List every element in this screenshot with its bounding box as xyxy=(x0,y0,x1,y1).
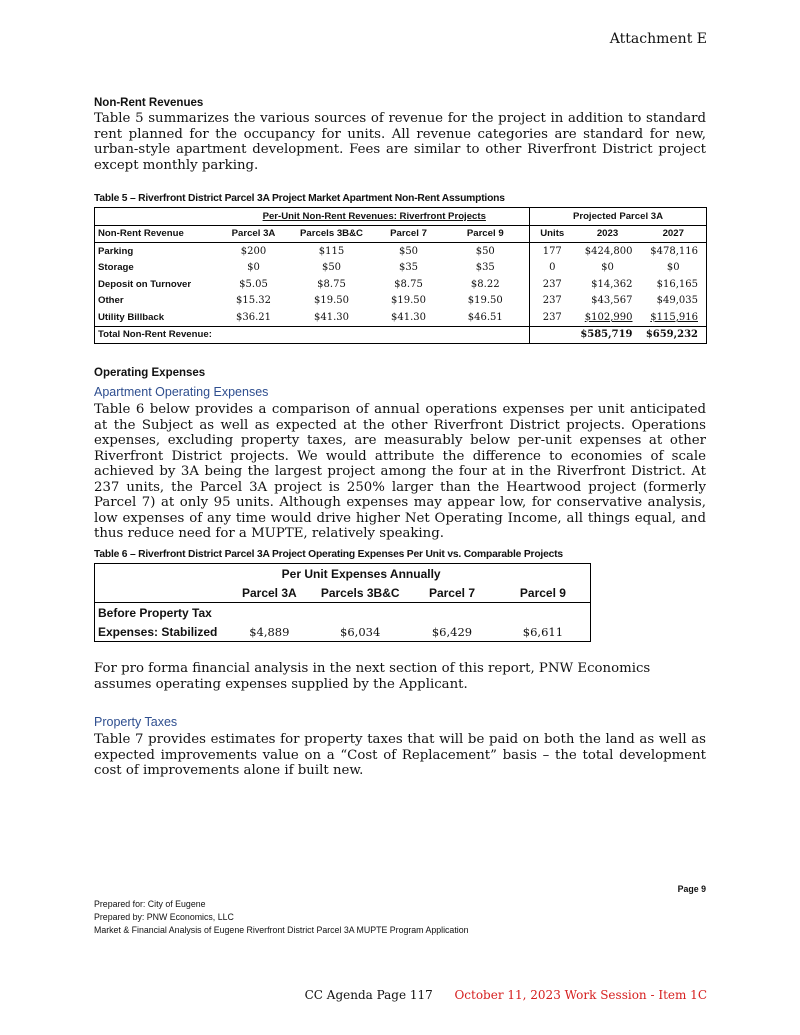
table6-group: Per Unit Expenses Annually xyxy=(281,566,441,581)
cell: $6,611 xyxy=(522,624,564,639)
cell: $50 xyxy=(442,243,530,260)
table-total-row xyxy=(95,326,707,344)
cell-value: $115,916 xyxy=(650,311,698,323)
proforma-paragraph: For pro forma financial analysis in the next section of this report, PNW Economics assumes operating expenses supplied by the Applicant. xyxy=(94,661,651,692)
cell: $49,035 xyxy=(656,295,698,307)
table5-col-header: 2027 xyxy=(641,225,707,243)
row-label: Other xyxy=(98,295,124,307)
cell: $35 xyxy=(475,262,495,274)
row-label: Parking xyxy=(95,243,220,260)
cell: $200 xyxy=(220,243,288,260)
taxes-paragraph: Table 7 provides estimates for property taxes that will be paid on both the land as well as expected improvements value on a “Cost of Replacement” basis – the total development cost of improvements alone if built new. xyxy=(94,732,706,778)
cell: 0 xyxy=(530,260,575,277)
cell: $0 xyxy=(666,262,680,274)
page-number: Page 9 xyxy=(677,884,706,894)
total-2027: $659,232 xyxy=(641,326,707,344)
opex-paragraph: Table 6 below provides a comparison of annual operations expenses per unit anticipated at the Subject as well as expected at the other Riverfront District projects. Operations expenses, excluding property taxes, are measurably below per-unit expenses at other Riverfront District projects. We would attribute the difference to economies of scale achieved by 3A being the largest project among the four at in the Riverfront District. At 237 units, the Parcel 3A project is 250% larger than the Heartwood project (formerly Parcel 7) at only 95 units. Although expenses may appear low, for conservative analysis, low expenses of any time would drive higher Net Operating Income, all things equal, and thus reduce need for a MUPTE, relatively speaking. xyxy=(94,402,706,541)
table6 xyxy=(94,563,591,642)
cell: $19.50 xyxy=(467,295,503,307)
cell: 237 xyxy=(530,293,575,310)
prepared-for: Prepared for: City of Eugene xyxy=(94,899,206,909)
cell: 237 xyxy=(530,309,575,326)
subheading-apartment-opex: Apartment Operating Expenses xyxy=(94,385,269,399)
cell: 177 xyxy=(530,243,575,260)
table5-col-header: Units xyxy=(530,225,575,243)
cell: $8.22 xyxy=(470,278,500,290)
cell: $19.50 xyxy=(391,295,426,307)
row-label: Utility Billback xyxy=(98,311,165,323)
cell: $8.75 xyxy=(394,278,423,290)
cell: $16,165 xyxy=(656,278,698,290)
cell: $41.30 xyxy=(391,311,426,323)
table5-col-header: Parcels 3B&C xyxy=(288,225,376,243)
cell xyxy=(575,309,641,326)
cell: $4,889 xyxy=(249,624,290,639)
table5-col-header: Parcel 3A xyxy=(220,225,288,243)
cell: $6,034 xyxy=(340,624,381,639)
agenda-page: CC Agenda Page 117 xyxy=(304,988,433,1002)
cell: 237 xyxy=(530,276,575,293)
table5-group-left: Per-Unit Non-Rent Revenues: Riverfront Projects xyxy=(262,210,486,222)
total-label: Total Non-Rent Revenue: xyxy=(95,326,530,344)
table5-col-header: Parcel 7 xyxy=(376,225,442,243)
table-row xyxy=(95,309,707,326)
row-label-line1: Before Property Tax xyxy=(95,603,227,623)
table-row xyxy=(95,293,707,310)
prepared-by: Prepared by: PNW Economics, LLC xyxy=(94,912,234,922)
table6-col-header: Parcel 3A xyxy=(241,585,297,600)
cell: $15.32 xyxy=(236,295,271,307)
row-label: Storage xyxy=(98,262,134,274)
table6-caption: Table 6 – Riverfront District Parcel 3A Project Operating Expenses Per Unit vs. Comparable Projects xyxy=(94,549,563,560)
cell: $19.50 xyxy=(314,295,349,307)
cell: $0 xyxy=(601,262,614,274)
section-heading-nonrent: Non-Rent Revenues xyxy=(94,97,204,109)
table6-col-header: Parcel 9 xyxy=(519,585,566,600)
table-row xyxy=(95,243,707,260)
cell xyxy=(641,309,707,326)
cell: $43,567 xyxy=(591,295,633,307)
cell: $8.75 xyxy=(317,278,346,290)
cell: $50 xyxy=(321,262,342,274)
cell: $478,116 xyxy=(641,243,707,260)
table5-col-header: 2023 xyxy=(575,225,641,243)
cell: $115 xyxy=(288,243,376,260)
agenda-footer xyxy=(305,988,707,1002)
table5 xyxy=(94,207,707,344)
attachment-label: Attachment E xyxy=(609,31,707,47)
cell: $5.05 xyxy=(239,278,268,290)
table6-col-header: Parcels 3B&C xyxy=(320,585,400,600)
table5-caption: Table 5 – Riverfront District Parcel 3A Project Market Apartment Non-Rent Assumptions xyxy=(94,193,505,204)
cell: $50 xyxy=(376,243,442,260)
table-row xyxy=(95,622,591,642)
total-2023: $585,719 xyxy=(575,326,641,344)
nonrent-paragraph: Table 5 summarizes the various sources of revenue for the project in addition to standard rent planned for the occupancy for units. All revenue categories are standard for new, urban-style apartment development. Fees are similar to other Riverfront District project except monthly parking. xyxy=(94,111,706,173)
table5-group-right: Projected Parcel 3A xyxy=(530,208,707,226)
table5-col-header: Parcel 9 xyxy=(442,225,530,243)
cell-value: $102,990 xyxy=(584,311,633,323)
section-heading-opex: Operating Expenses xyxy=(94,367,206,379)
cell: $14,362 xyxy=(591,278,633,290)
cell: $6,429 xyxy=(431,624,473,639)
table-row xyxy=(95,276,707,293)
cell: $35 xyxy=(398,262,419,274)
cell: $41.30 xyxy=(314,311,349,323)
report-title: Market & Financial Analysis of Eugene Riverfront District Parcel 3A MUPTE Program Application xyxy=(94,925,469,935)
row-label-line2: Expenses: Stabilized xyxy=(98,624,218,639)
cell: $36.21 xyxy=(236,311,271,323)
row-label: Deposit on Turnover xyxy=(98,278,192,290)
cell: $46.51 xyxy=(467,311,503,323)
cell: $424,800 xyxy=(575,243,641,260)
table5-col-label: Non-Rent Revenue xyxy=(95,225,220,243)
cell: $0 xyxy=(247,262,260,274)
table-row xyxy=(95,260,707,277)
session-label: October 11, 2023 Work Session - Item 1C xyxy=(454,988,707,1002)
subheading-property-taxes: Property Taxes xyxy=(94,715,178,729)
table6-col-header: Parcel 7 xyxy=(428,585,475,600)
